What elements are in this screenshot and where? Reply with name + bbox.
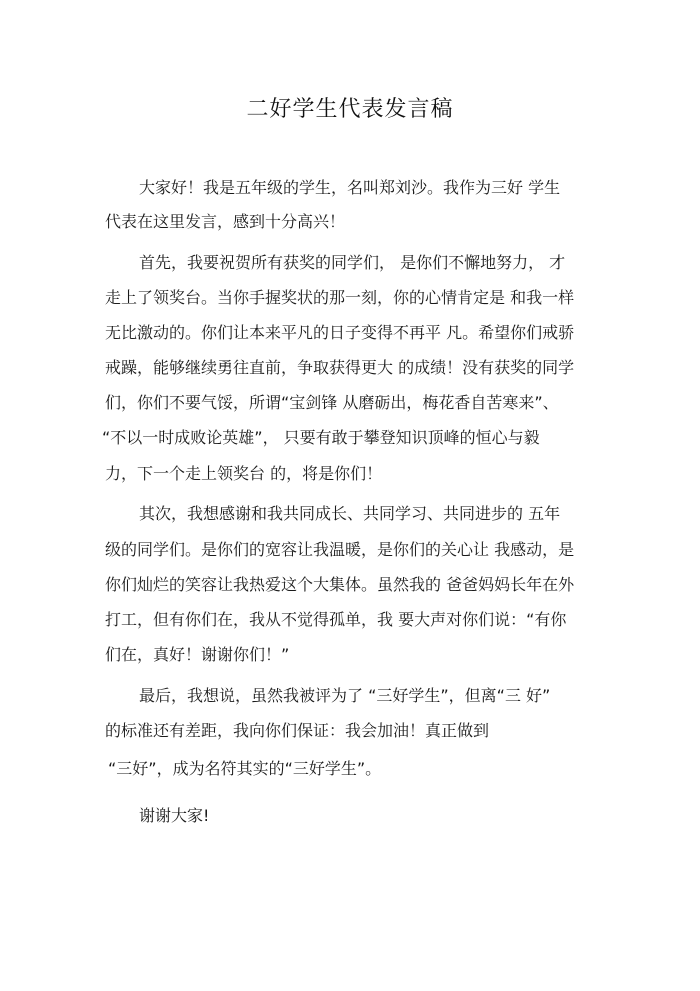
paragraph-line: 代表在这里发言，感到十分高兴！	[105, 212, 346, 231]
paragraph-line: 你们灿烂的笑容让我热爱这个大集体。虽然我的 爸爸妈妈长年在外	[105, 575, 575, 594]
closing-line: 谢谢大家!	[139, 806, 210, 825]
paragraph-line: 力，下一个走上领奖台 的，将是你们！	[105, 464, 383, 483]
paragraph-line: 走上了领奖台。当你手握奖状的那一刻，你的心情肯定是 和我一样	[105, 288, 575, 307]
paragraph-line: “三好”，成为名符其实的“三好学生”。	[108, 759, 382, 778]
paragraph-line: 首先，我要祝贺所有获奖的同学们， 是你们不懈地努力， 才	[139, 253, 566, 272]
paragraph-line: 级的同学们。是你们的宽容让我温暖，是你们的关心让 我感动，是	[105, 540, 575, 559]
paragraph-line: 们，你们不要气馁，所谓“宝剑锋 从磨砺出，梅花香自苦寒来”、	[105, 393, 559, 412]
paragraph-line: 戒躁，能够继续勇往直前，争取获得更大 的成绩！没有获奖的同学	[105, 358, 575, 377]
paragraph-line: 无比激动的。你们让本来平凡的日子变得不再平 凡。希望你们戒骄	[105, 323, 575, 342]
paragraph-line: 打工，但有你们在，我从不觉得孤单，我 要大声对你们说：“有你	[105, 610, 567, 629]
paragraph-line: 大家好！我是五年级的学生，名叫郑刘沙。我作为三好 学生	[139, 178, 561, 197]
paragraph-line: 最后，我想说，虽然我被评为了 “三好学生”，但离“三 好”	[139, 686, 551, 705]
paragraph-line: “不以一时成败论英雄”， 只要有敢于攀登知识顶峰的恒心与毅	[102, 428, 540, 447]
paragraph-line: 其次，我想感谢和我共同成长、共同学习、共同进步的 五年	[139, 504, 561, 523]
paragraph-line: 们在，真好！谢谢你们！”	[105, 645, 290, 664]
document-title: 二好学生代表发言稿	[246, 97, 454, 122]
paragraph-line: 的标准还有差距，我向你们保证：我会加油！真正做到	[105, 721, 490, 740]
